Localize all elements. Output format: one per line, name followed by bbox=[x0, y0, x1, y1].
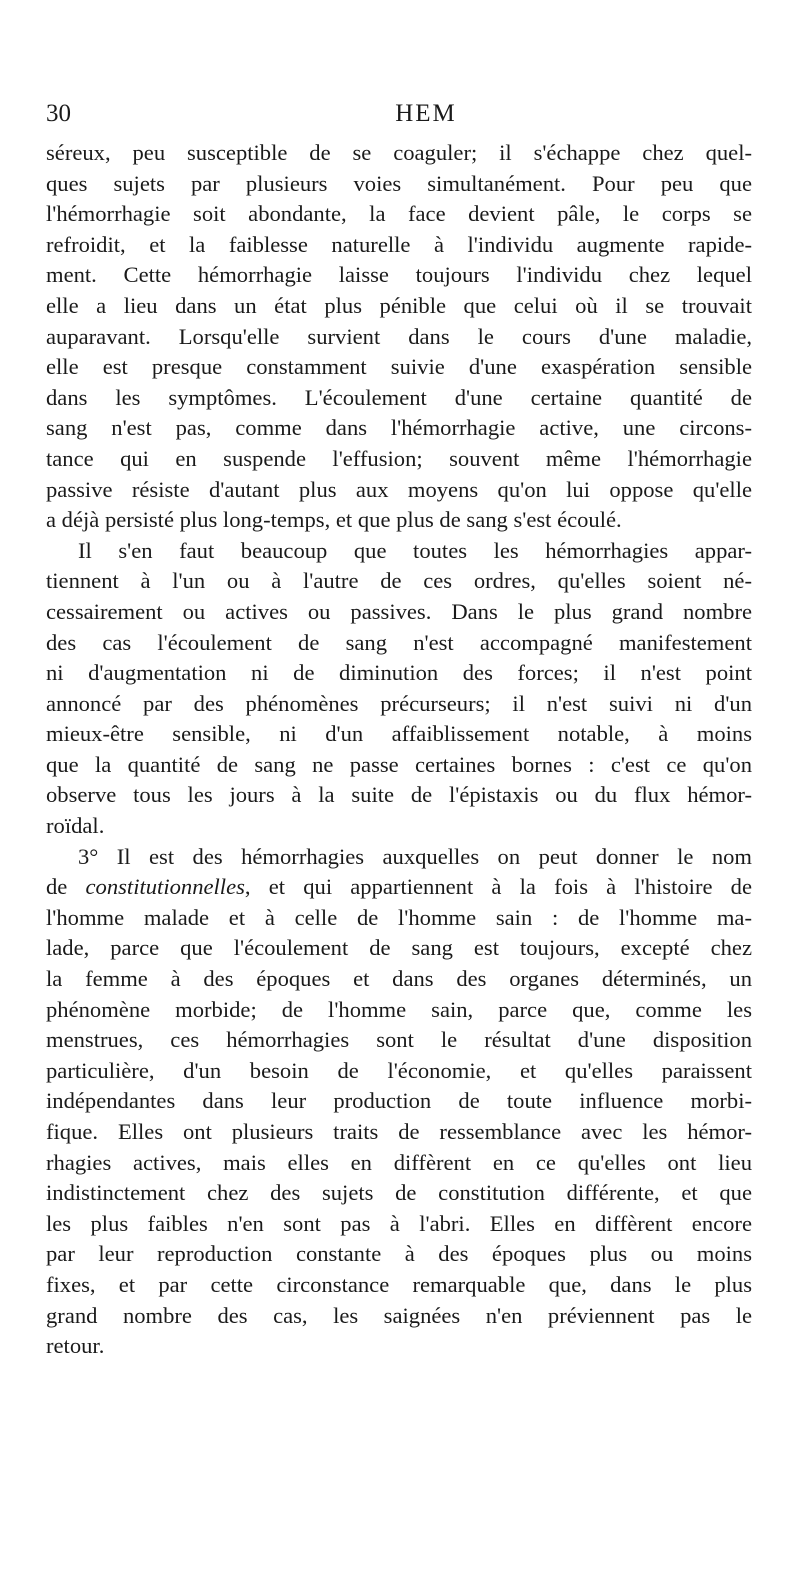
line-segment: de bbox=[46, 874, 86, 900]
text-line: que la quantité de sang ne passe certaines bornes : c'est ce qu'on bbox=[46, 751, 752, 777]
line-segment: , et qui appartiennent à la fois à l'histoire de bbox=[244, 874, 752, 900]
text-line: sang n'est pas, comme dans l'hémorrhagie active, une circons- bbox=[46, 415, 752, 441]
text-line: lade, parce que l'écoulement de sang est toujours, excepté chez bbox=[46, 935, 752, 961]
text-line: ques sujets par plusieurs voies simultanément. Pour peu que bbox=[46, 170, 752, 196]
text-line: tiennent à l'un ou à l'autre de ces ordres, qu'elles soient né- bbox=[46, 568, 752, 594]
text-line: menstrues, ces hémorrhagies sont le résultat d'une disposition bbox=[46, 1027, 752, 1053]
text-line: cessairement ou actives ou passives. Dans le plus grand nombre bbox=[46, 598, 752, 624]
text-line: a déjà persisté plus long-temps, et que plus de sang s'est écoulé. bbox=[46, 507, 622, 533]
text-line: ni d'augmentation ni de diminution des forces; il n'est point bbox=[46, 660, 752, 686]
text-line: la femme à des époques et dans des organes déterminés, un bbox=[46, 966, 752, 992]
text-line: passive résiste d'autant plus aux moyens qu'on lui oppose qu'elle bbox=[46, 476, 752, 502]
text-line: observe tous les jours à la suite de l'épistaxis ou du flux hémor- bbox=[46, 782, 752, 808]
text-line: particulière, d'un besoin de l'économie, et qu'elles paraissent bbox=[46, 1057, 752, 1083]
text-line: l'hémorrhagie soit abondante, la face devient pâle, le corps se bbox=[46, 201, 752, 227]
text-line: des cas l'écoulement de sang n'est accompagné manifestement bbox=[46, 629, 752, 655]
body-text bbox=[46, 138, 752, 1362]
text-line: roïdal. bbox=[46, 813, 105, 839]
page-number: 30 bbox=[46, 100, 71, 127]
text-line: annoncé par des phénomènes précurseurs; il n'est suivi ni d'un bbox=[46, 690, 752, 716]
text-line: fixes, et par cette circonstance remarquable que, dans le plus bbox=[46, 1271, 752, 1297]
text-line: phénomène morbide; de l'homme sain, parce que, comme les bbox=[46, 996, 752, 1022]
text-line: Il s'en faut beaucoup que toutes les hémorrhagies appar- bbox=[78, 537, 752, 563]
text-line bbox=[46, 872, 752, 903]
italic-term: constitutionnelles bbox=[85, 874, 245, 900]
page-header bbox=[46, 100, 746, 136]
text-line: séreux, peu susceptible de se coaguler; il s'échappe chez quel- bbox=[46, 140, 752, 165]
text-line: rhagies actives, mais elles en diffèrent en ce qu'elles ont lieu bbox=[46, 1149, 752, 1175]
text-line: retour. bbox=[46, 1333, 105, 1359]
text-line: les plus faibles n'en sont pas à l'abri. Elles en diffèrent encore bbox=[46, 1210, 752, 1236]
text-line: l'homme malade et à celle de l'homme sain : de l'homme ma- bbox=[46, 904, 752, 930]
text-line: fique. Elles ont plusieurs traits de ressemblance avec les hémor- bbox=[46, 1119, 752, 1144]
text-line: auparavant. Lorsqu'elle survient dans le cours d'une maladie, bbox=[46, 323, 752, 349]
text-line: indépendantes dans leur production de toute influence morbi- bbox=[46, 1088, 752, 1114]
running-head: HEM bbox=[395, 100, 457, 127]
text-line: refroidit, et la faiblesse naturelle à l'individu augmente rapide- bbox=[46, 231, 752, 257]
text-line: elle est presque constamment suivie d'une exaspération sensible bbox=[46, 354, 752, 380]
text-line: dans les symptômes. L'écoulement d'une certaine quantité de bbox=[46, 384, 752, 410]
text-line: elle a lieu dans un état plus pénible que celui où il se trouvait bbox=[46, 292, 752, 318]
text-line: tance qui en suspende l'effusion; souvent même l'hémorrhagie bbox=[46, 445, 752, 471]
text-line: indistinctement chez des sujets de constitution différente, et que bbox=[46, 1180, 752, 1206]
text-line: 3° Il est des hémorrhagies auxquelles on peut donner le nom bbox=[78, 843, 752, 869]
text-line: mieux-être sensible, ni d'un affaiblissement notable, à moins bbox=[46, 721, 752, 747]
text-line: grand nombre des cas, les saignées n'en préviennent pas le bbox=[46, 1302, 752, 1328]
text-line: ment. Cette hémorrhagie laisse toujours l'individu chez lequel bbox=[46, 262, 752, 288]
text-line: par leur reproduction constante à des époques plus ou moins bbox=[46, 1241, 752, 1267]
